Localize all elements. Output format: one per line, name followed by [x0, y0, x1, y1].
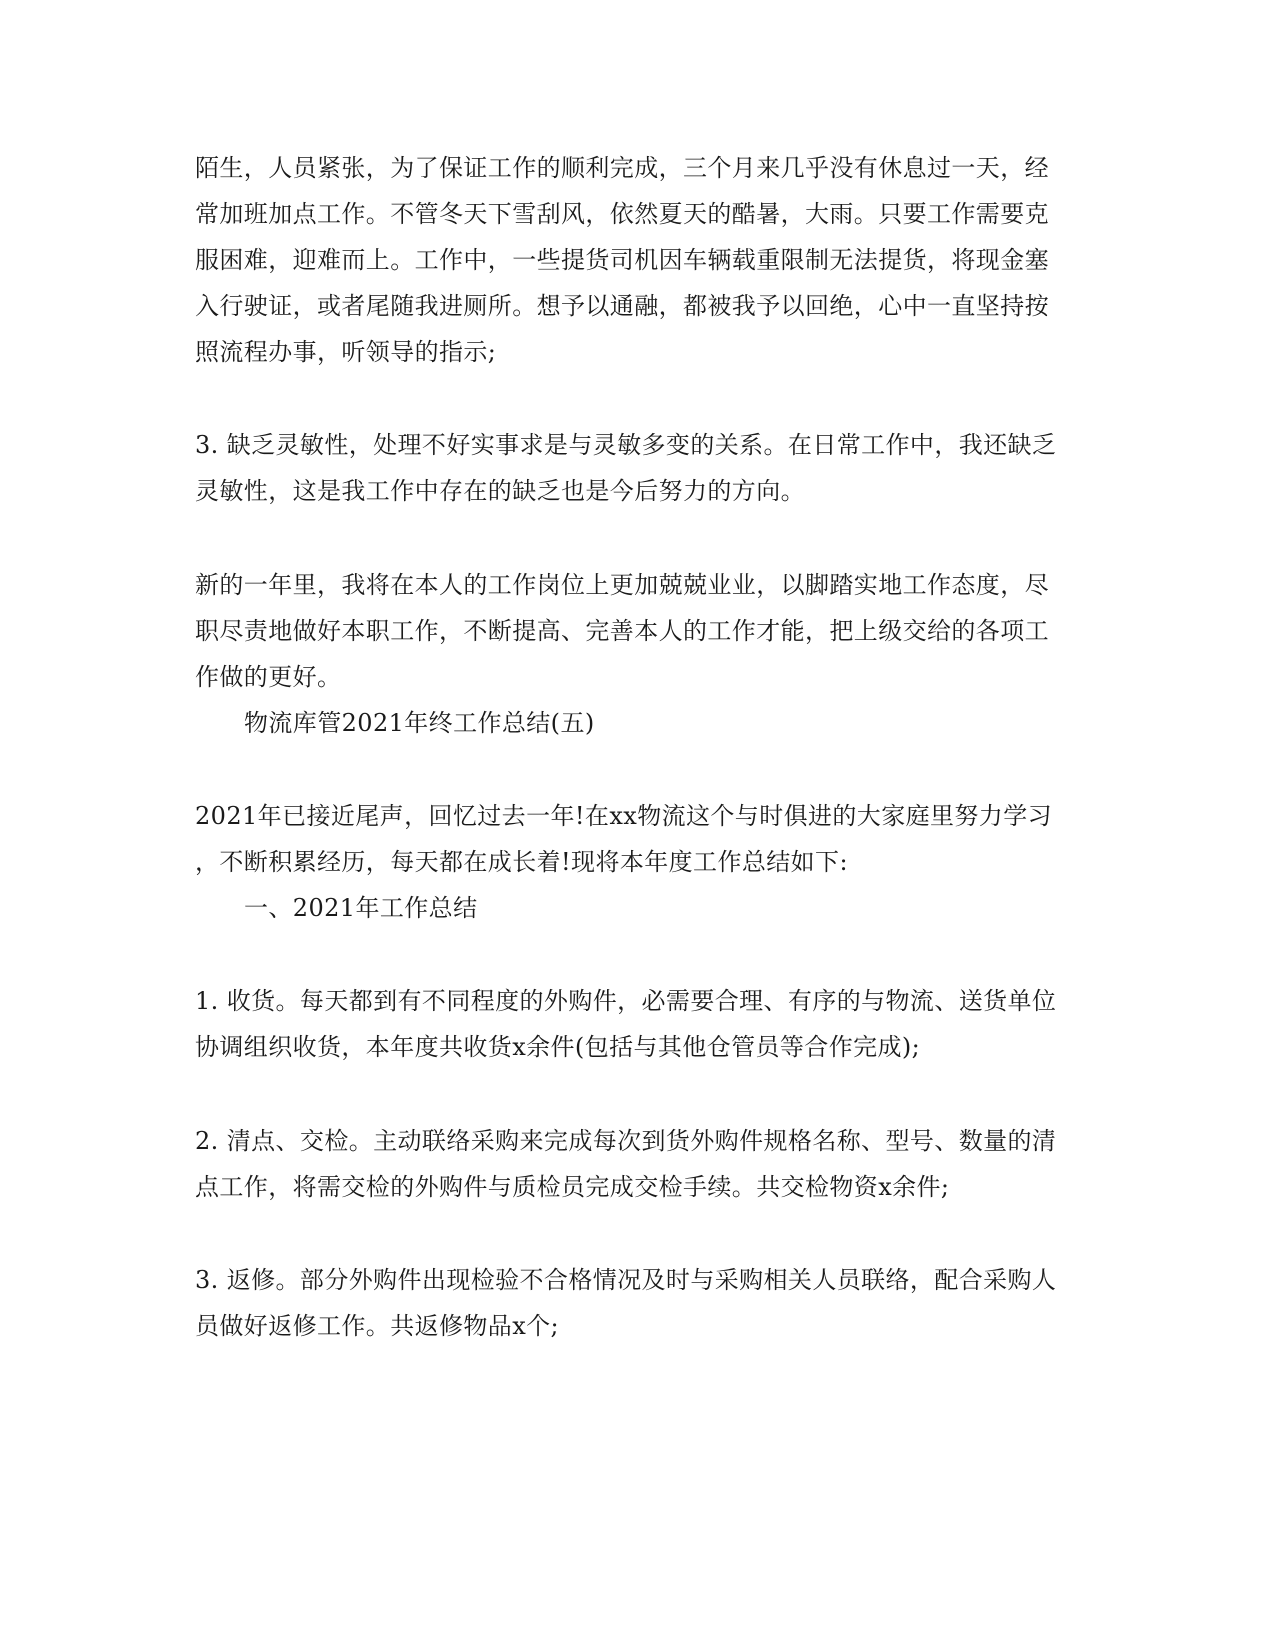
text-line: 入行驶证，或者尾随我进厕所。想予以通融，都被我予以回绝，心中一直坚持按 [195, 292, 1049, 320]
text-line: 职尽责地做好本职工作，不断提高、完善本人的工作才能，把上级交给的各项工 [195, 617, 1049, 645]
text-line: 陌生，人员紧张，为了保证工作的顺利完成，三个月来几乎没有休息过一天，经 [195, 154, 1049, 182]
subsection-heading: 一、2021年工作总结 [244, 894, 478, 922]
text-line: 点工作，将需交检的外购件与质检员完成交检手续。共交检物资x余件; [195, 1173, 950, 1201]
text-line: 作做的更好。 [195, 663, 342, 691]
text-line: 常加班加点工作。不管冬天下雪刮风，依然夏天的酷暑，大雨。只要工作需要克 [195, 200, 1049, 228]
text-line: 2021年已接近尾声，回忆过去一年!在xx物流这个与时俱进的大家庭里努力学习 [195, 802, 1052, 830]
text-line: 新的一年里，我将在本人的工作岗位上更加兢兢业业，以脚踏实地工作态度，尽 [195, 571, 1049, 599]
text-line: 1. 收货。每天都到有不同程度的外购件，必需要合理、有序的与物流、送货单位 [195, 987, 1057, 1015]
text-line: 灵敏性，这是我工作中存在的缺乏也是今后努力的方向。 [195, 477, 805, 505]
text-line: 服困难，迎难而上。工作中，一些提货司机因车辆载重限制无法提货，将现金塞 [195, 246, 1049, 274]
text-line: 照流程办事，听领导的指示; [195, 338, 497, 366]
text-line: 协调组织收货，本年度共收货x余件(包括与其他仓管员等合作完成); [195, 1033, 921, 1061]
text-line: 3. 返修。部分外购件出现检验不合格情况及时与采购相关人员联络，配合采购人 [195, 1266, 1057, 1294]
text-line: 3. 缺乏灵敏性，处理不好实事求是与灵敏多变的关系。在日常工作中，我还缺乏 [195, 431, 1057, 459]
text-line: 员做好返修工作。共返修物品x个; [195, 1312, 560, 1340]
text-line: ，不断积累经历，每天都在成长着!现将本年度工作总结如下: [195, 848, 848, 876]
text-line: 2. 清点、交检。主动联络采购来完成每次到货外购件规格名称、型号、数量的清 [195, 1127, 1057, 1155]
section-heading: 物流库管2021年终工作总结(五) [244, 709, 595, 737]
